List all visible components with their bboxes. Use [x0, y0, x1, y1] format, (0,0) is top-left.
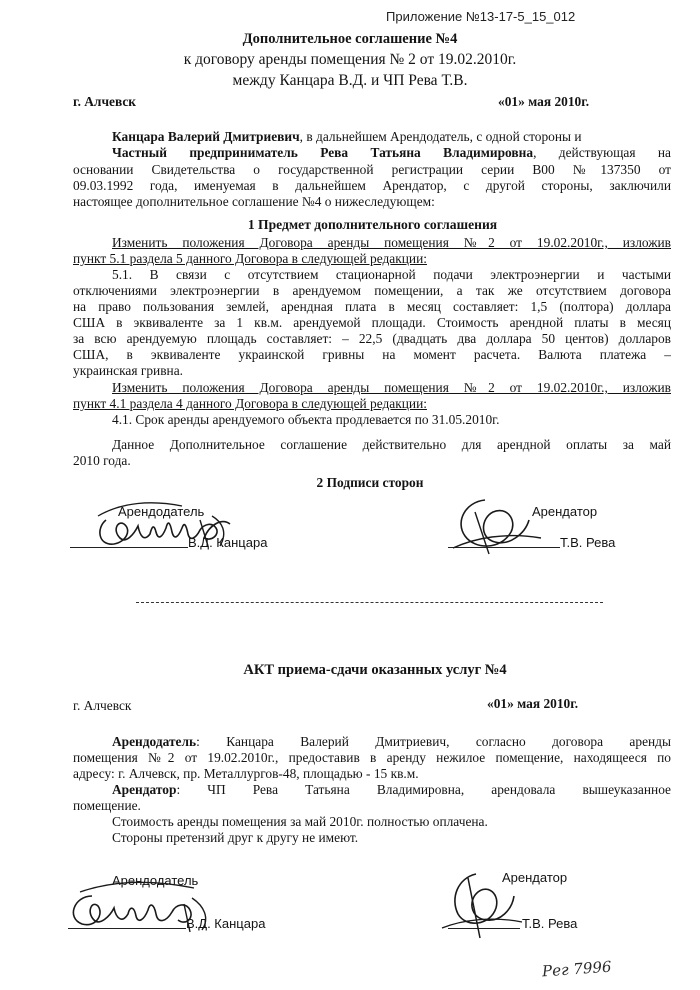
act-city: г. Алчевск	[73, 698, 132, 713]
validity-line-1: Данное Дополнительное соглашение действительно для арендной оплаты за май	[112, 437, 671, 452]
tenant-full-name: Частный предприниматель Рева Татьяна Владимировна	[112, 145, 534, 160]
act-tenant-label: Арендатор	[502, 870, 568, 885]
intro-line-5: настоящее дополнительное соглашение №4 о нижеследующем:	[73, 194, 435, 209]
act-title: АКТ приема-сдачи оказанных услуг №4	[243, 662, 507, 678]
act-tenant-label-inline: Арендатор	[112, 782, 177, 797]
act-tenant-name: Т.В. Рева	[522, 916, 578, 931]
amend-clause-4-line-1: Изменить положения Договора аренды помещения №2 от 19.02.2010г., изложив	[112, 380, 671, 395]
clause-5-1-line-7: украинская гривна.	[73, 363, 184, 378]
act-date: «01» мая 2010г.	[487, 696, 579, 711]
agreement-tenant-name: Т.В. Рева	[560, 535, 616, 550]
clause-5-1-line-1: 5.1. В связи с отсутствием стационарной подачи электроэнергии и частыми	[112, 267, 671, 282]
act-line-1	[112, 733, 671, 750]
clause-5-1-line-4: США в эквиваленте за 1 кв.м. арендуемой площади. Стоимость арендной платы в месяц	[73, 315, 671, 330]
agreement-city: г. Алчевск	[73, 94, 136, 109]
intro-line-4: 09.03.1992 года, именуемая в дальнейшем Арендатор, с другой стороны, заключили	[73, 178, 671, 193]
agreement-title: Дополнительное соглашение №4	[242, 31, 458, 47]
amend-clause-4-line-2: пункт 4.1 раздела 4 данного Договора в следующей редакции:	[73, 396, 427, 411]
act-landlord-label: Арендодатель	[112, 873, 199, 888]
validity-line-2: 2010 года.	[73, 453, 131, 468]
clause-5-1-line-6: США, в эквиваленте украинской гривны на момент расчета. Валюта платежа –	[73, 347, 671, 362]
agreement-subtitle-contract: к договору аренды помещения № 2 от 19.02.2010г.	[183, 51, 517, 68]
act-tenant-signature	[432, 864, 532, 944]
clause-5-1-line-2: отключениями электроэнергии в арендуемом помещении, а так же отсутствием договора	[73, 283, 671, 298]
landlord-full-name: Канцара Валерий Дмитриевич	[112, 129, 300, 144]
intro-line-1	[112, 128, 582, 145]
amend-clause-5-line-2: пункт 5.1 раздела 5 данного Договора в следующей редакции:	[73, 251, 427, 266]
clause-5-1-line-3: на право пользования землей, арендная плата в месяц составляет: 1,5 (полтора) доллара	[73, 299, 671, 314]
agreement-tenant-signature	[445, 492, 545, 560]
clause-4-1: 4.1. Срок аренды арендуемого объекта продлевается по 31.05.2010г.	[112, 412, 500, 427]
act-line-7: Стороны претензий друг к другу не имеют.	[112, 830, 359, 845]
act-line-5: помещение.	[73, 798, 141, 813]
intro-line-2-text: , действующая на	[533, 145, 671, 160]
act-landlord-name: В.Д. Канцара	[186, 916, 266, 931]
amend-clause-5-line-1: Изменить положения Договора аренды помещения №2 от 19.02.2010г., изложив	[112, 235, 671, 250]
act-line-4-text: : ЧП Рева Татьяна Владимировна, арендовала вышеуказанное	[176, 782, 671, 797]
agreement-subtitle-parties: между Канцара В.Д. и ЧП Рева Т.В.	[232, 72, 468, 89]
act-line-2: помещения №2 от 19.02.2010г., предоставив в аренду нежилое помещение, находящееся по	[73, 750, 671, 765]
section-1-title: 1 Предмет дополнительного соглашения	[247, 217, 498, 232]
agreement-landlord-signature	[92, 494, 242, 556]
intro-line-3: основании Свидетельства о государственной регистрации серии В00 №137350 от	[73, 162, 671, 177]
act-line-3: адресу: г. Алчевск, пр. Металлургов-48, площадью - 15 кв.м.	[73, 766, 419, 781]
act-line-1-text: : Канцара Валерий Дмитриевич, согласно договора аренды	[196, 734, 671, 749]
handwritten-registration-note: Рег 7996	[541, 957, 613, 981]
agreement-landlord-name: В.Д. Канцара	[188, 535, 268, 550]
act-landlord-signature	[64, 874, 224, 938]
act-line-6: Стоимость аренды помещения за май 2010г. полностью оплачена.	[112, 814, 488, 829]
appendix-label: Приложение №13-17-5_15_012	[386, 9, 576, 24]
agreement-date: «01» мая 2010г.	[498, 94, 590, 109]
act-line-4	[112, 781, 671, 798]
intro-line-1-text: , в дальнейшем Арендодатель, с одной стороны и	[299, 129, 582, 144]
act-landlord-label-inline: Арендодатель	[112, 734, 197, 749]
agreement-tenant-label: Арендатор	[532, 504, 598, 519]
section-2-title: 2 Подписи сторон	[316, 475, 424, 490]
clause-5-1-line-5: за всю арендуемую площадь составляет: – 22,5 (двадцать два доллара 50 центов) долларов	[73, 331, 671, 346]
agreement-landlord-label: Арендодатель	[118, 504, 205, 519]
intro-line-2	[112, 144, 671, 161]
section-divider	[136, 602, 603, 603]
